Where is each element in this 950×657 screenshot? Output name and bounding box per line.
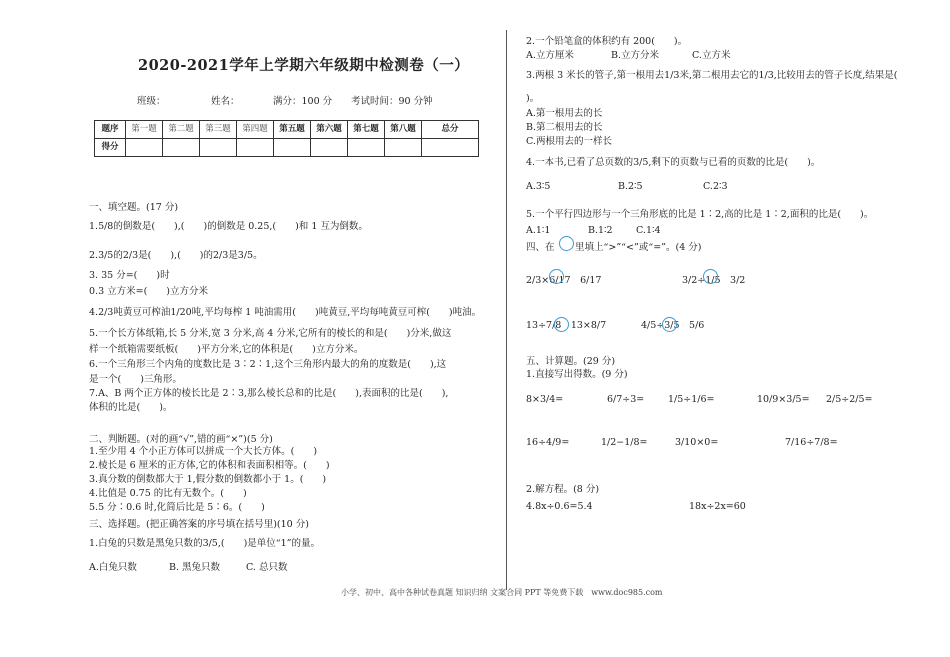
question-text: 4.2/3吨黄豆可榨油1/20吨,平均每榨 1 吨油需用( )吨黄豆,平均每吨黄豆可榨( )吨油。 (89, 307, 482, 318)
calc-item: 7/16÷7/8= (785, 437, 838, 448)
section-4-heading-b: 里填上“>”“<”或“=”。(4 分) (575, 242, 702, 253)
page-footer: 小学、初中、高中各种试卷真题 知识归纳 文案合同 PPT 等免费下载 www.doc985.com (341, 588, 663, 597)
question-text: 0.3 立方米=( )立方分米 (89, 286, 209, 297)
choice-option: C.2∶3 (703, 181, 728, 192)
table-cell: 第三题 (200, 121, 237, 139)
choice-option: B.立方分米 (611, 50, 660, 61)
section-4-heading-a: 四、在 (526, 242, 555, 253)
question-text: 2.3/5的2/3是( ),( )的2/3是3/5。 (89, 250, 263, 261)
calc-item: 10/9×3/5= (757, 394, 810, 405)
compare-circle-icon[interactable] (554, 317, 569, 332)
question-text: 体积的比是( )。 (89, 402, 173, 413)
choice-option: B. 黑兔只数 (169, 562, 221, 573)
column-divider (506, 30, 507, 590)
score-input-cell[interactable] (274, 139, 311, 157)
score-input-cell[interactable] (163, 139, 200, 157)
page-title: 2020-2021学年上学期六年级期中检测卷（一） (138, 57, 470, 74)
compare-item: 13÷7/8 13×8/7 (526, 320, 607, 331)
choice-option: A.第一根用去的长 (526, 108, 603, 119)
name-field-label: 姓名： (211, 96, 240, 107)
question-text: 样一个纸箱需要纸板( )平方分米,它的体积是( )立方分米。 (89, 344, 364, 355)
compare-item: 2/3×6/17 6/17 (526, 275, 602, 286)
choice-option: C.1∶4 (636, 225, 661, 236)
score-table-score-row (95, 139, 479, 157)
calc-item: 2/5÷2/5= (826, 394, 873, 405)
choice-option: A.立方厘米 (526, 50, 574, 61)
score-input-cell[interactable] (200, 139, 237, 157)
table-cell: 第七题 (348, 121, 385, 139)
choice-option: C.立方米 (692, 50, 731, 61)
section-2-heading: 二、判断题。(对的画“√”,错的画“×”)(5 分) (89, 434, 273, 445)
subsection-heading: 1.直接写出得数。(9 分) (526, 369, 628, 380)
question-text: 4.比值是 0.75 的比有无数个。( ) (89, 488, 247, 499)
calc-item: 6/7÷3= (607, 394, 645, 405)
question-text: 5.5 分∶0.6 时,化简后比是 5∶6。( ) (89, 502, 265, 513)
question-text: 4.一本书,已看了总页数的3/5,剩下的页数与已看的页数的比是( )。 (526, 157, 821, 168)
question-text: 3.两根 3 米长的管子,第一根用去1/3米,第二根用去它的1/3,比较用去的管子长度,结果是( (526, 70, 898, 81)
choice-option: B.1∶2 (588, 225, 613, 236)
table-cell: 第五题 (274, 121, 311, 139)
question-text: 7.A、B 两个正方体的棱长比是 2∶3,那么棱长总和的比是( ),表面积的比是( ), (89, 388, 449, 399)
table-cell: 第六题 (311, 121, 348, 139)
compare-item: 3/2÷1/5 3/2 (682, 275, 746, 286)
question-text: 1.白兔的只数是黑兔只数的3/5,( )是单位“1”的量。 (89, 538, 321, 549)
question-text: 1.5/8的倒数是( ),( )的倒数是 0.25,( )和 1 互为倒数。 (89, 221, 368, 232)
choice-option: A.白兔只数 (89, 562, 137, 573)
calc-item: 8×3/4= (526, 394, 564, 405)
choice-option: B.第二根用去的长 (526, 122, 603, 133)
calc-item: 1/2−1/8= (601, 437, 648, 448)
score-input-cell[interactable] (237, 139, 274, 157)
compare-circle-icon[interactable] (662, 317, 677, 332)
compare-item: 4/5÷3/5 5/6 (641, 320, 705, 331)
equation-item: 4.8x÷0.6=5.4 (526, 501, 593, 512)
table-cell: 总分 (422, 121, 479, 139)
choice-option: C. 总只数 (246, 562, 288, 573)
calc-item: 3/10×0= (675, 437, 719, 448)
choice-option: A.1∶1 (526, 225, 551, 236)
compare-circle-icon[interactable] (549, 269, 564, 284)
full-score-label: 满分：100 分 (273, 96, 333, 107)
question-text: 6.一个三角形三个内角的度数比是 3∶2∶1,这个三角形内最大的角的度数是( ),这 (89, 359, 447, 370)
score-input-cell[interactable] (126, 139, 163, 157)
question-text: )。 (526, 93, 540, 104)
section-1-heading: 一、填空题。(17 分) (89, 202, 179, 213)
compare-circle-icon[interactable] (703, 269, 718, 284)
class-field-label: 班级： (137, 96, 166, 107)
table-cell: 第八题 (385, 121, 422, 139)
exam-time-label: 考试时间：90 分钟 (351, 96, 433, 107)
choice-option: B.2∶5 (618, 181, 643, 192)
table-cell: 题序 (95, 121, 126, 139)
question-text: 3.真分数的倒数都大于 1,假分数的倒数都小于 1。( ) (89, 474, 327, 485)
equation-item: 18x÷2x=60 (689, 501, 746, 512)
question-text: 是一个( )三角形。 (89, 374, 182, 385)
section-5-heading: 五、计算题。(29 分) (526, 356, 616, 367)
score-table-header-row (95, 121, 479, 139)
question-text: 5.一个平行四边形与一个三角形底的比是 1∶2,高的比是 1∶2,面积的比是( )。 (526, 209, 874, 220)
score-input-cell[interactable] (422, 139, 479, 157)
score-table (94, 120, 479, 157)
question-text: 5.一个长方体纸箱,长 5 分米,宽 3 分米,高 4 分米,它所有的棱长的和是( )分米,做这 (89, 328, 452, 339)
question-text: 3. 35 分=( )时 (89, 270, 170, 281)
score-input-cell[interactable] (311, 139, 348, 157)
score-input-cell[interactable] (348, 139, 385, 157)
table-cell: 第四题 (237, 121, 274, 139)
subsection-heading: 2.解方程。(8 分) (526, 484, 600, 495)
calc-item: 16÷4/9= (526, 437, 570, 448)
score-input-cell[interactable] (385, 139, 422, 157)
question-text: 1.至少用 4 个小正方体可以拼成一个大长方体。( ) (89, 446, 318, 457)
section-3-heading: 三、选择题。(把正确答案的序号填在括号里)(10 分) (89, 519, 309, 530)
answer-circle-icon (559, 236, 574, 251)
choice-option: C.两根用去的一样长 (526, 136, 612, 147)
table-cell: 第二题 (163, 121, 200, 139)
choice-option: A.3∶5 (526, 181, 551, 192)
table-cell: 得分 (95, 139, 126, 157)
table-cell: 第一题 (126, 121, 163, 139)
question-text: 2.棱长是 6 厘米的正方体,它的体积和表面积相等。( ) (89, 460, 330, 471)
calc-item: 1/5÷1/6= (668, 394, 715, 405)
question-text: 2.一个铅笔盒的体积约有 200( )。 (526, 36, 688, 47)
